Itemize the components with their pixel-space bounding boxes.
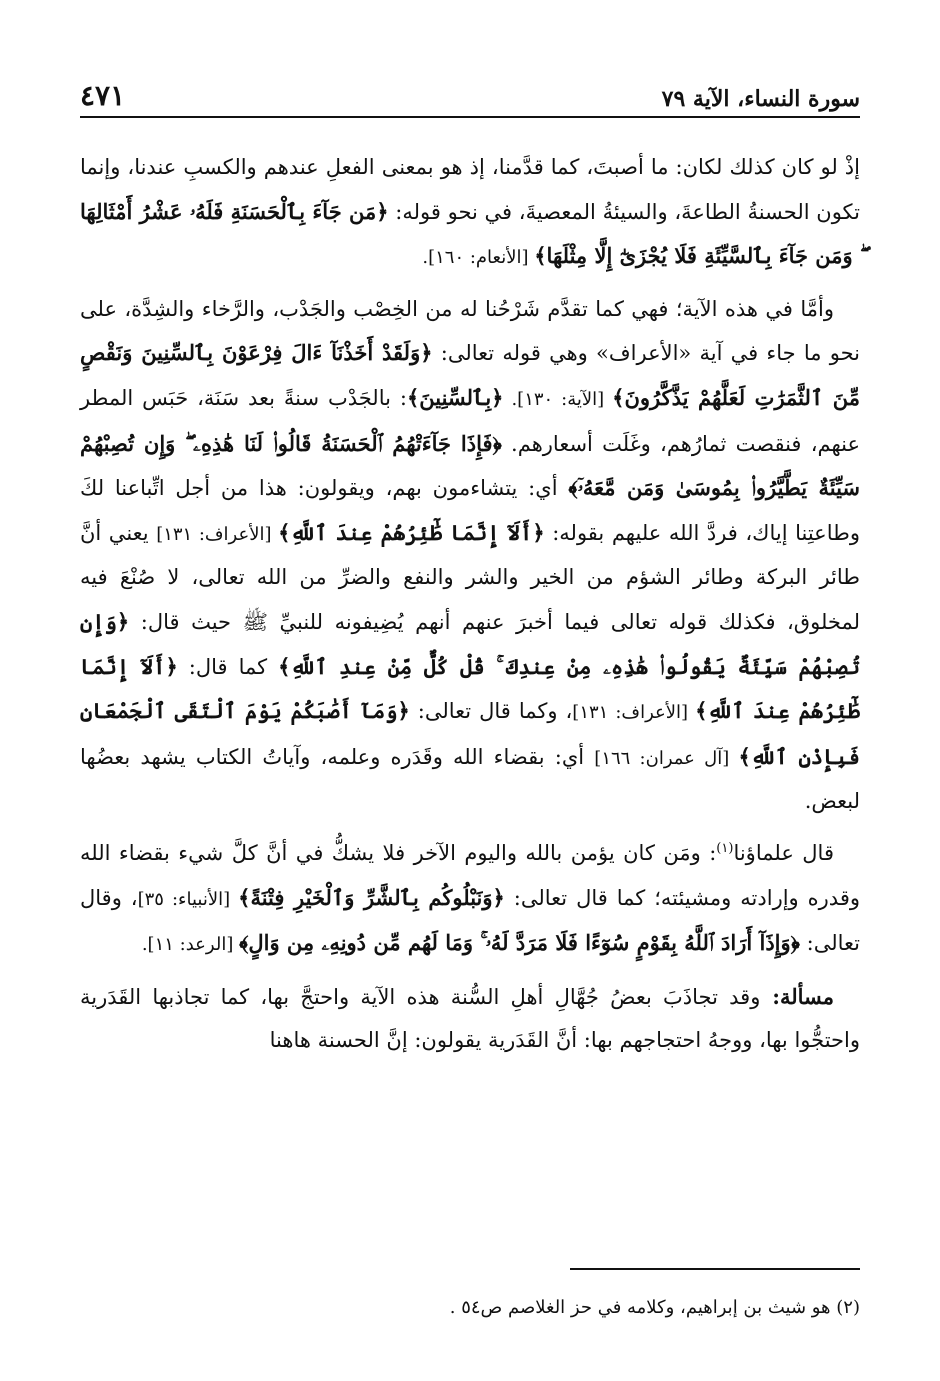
issue-term: مسألة: xyxy=(760,983,834,1009)
body-text: وقد تجاذَبَ بعضُ جُهَّالِ أهلِ السُّنة هذه الآية واحتجَّ بها، كما تجاذبها القَدَرية واحتجُّوا بها، ووجهُ احتجاجهم بها: أنَّ القَدَرية يقولون: إنَّ الحسنة هاهنا xyxy=(80,984,860,1053)
quran-verse: ﴿فَإِذَا جَآءَتْهُمُ ٱلْحَسَنَةُ قَالُوا۟ لَنَا هَٰذِهِۦ ۖ وَإِن تُصِبْهُمْ سَيِّئَةٌ يَطَّيَّرُوا۟ بِمُوسَىٰ وَمَن مَّعَهُۥٓ﴾ xyxy=(80,430,861,501)
footnote-rule xyxy=(570,1268,860,1270)
quran-verse: ﴿بِٱلسِّنِينَ﴾ xyxy=(406,384,504,410)
quran-verse: ﴿مَن جَآءَ بِٱلْحَسَنَةِ فَلَهُۥ عَشْرُ أَمْثَالِهَا ۖ وَمَن جَآءَ بِٱلسَّيِّئَةِ فَلَا يُجْزَىٰٓ إِلَّا مِثْلَهَا﴾ xyxy=(80,198,860,269)
body-text: أي: يتشاءمون بهم، ويقولون: هذا من أجل اتِّباعنا لكَ وطاعتِنا إياك، فردَّ الله عليهم بقوله: xyxy=(80,476,860,545)
page-number: ٤٧١ xyxy=(80,79,126,112)
running-head: سورة النساء، الآية ٧٩ xyxy=(661,86,860,112)
page-body xyxy=(80,146,860,1071)
footnote: (٢) هو شيث بن إبراهيم، وكلامه في حز الغلاصم ص٥٤ . xyxy=(449,1297,860,1318)
body-text: أي: بقضاء الله وقَدَره وعلمه، وآياتُ الكتاب يشهد بعضُها لبعض. xyxy=(80,744,860,814)
quran-verse: ﴿وَإِن تُصِبْهُمْ سَيِّئَةٌ يَقُولُوا۟ هَٰذِهِۦ مِنْ عِندِكَ ۚ قُلْ كُلٌّ مِّنْ عِندِ ٱللَّهِ﴾ xyxy=(80,608,860,679)
verse-reference: [الأنبياء: ٣٥] xyxy=(137,888,239,910)
verse-reference: [آل عمران: ١٦٦] xyxy=(594,747,739,769)
quran-verse: ﴿أَلَآ إِنَّمَا طَٰٓئِرُهُمْ عِندَ ٱللَّهِ﴾ xyxy=(80,653,860,724)
body-text: وأمَّا في هذه الآية؛ فهي كما تقدَّم شَرْحُنا له من الخِصْب والجَدْب، والرَّخاء والشِدَّة، على نحو ما جاء في آية «الأعراف» وهي قوله تعالى: xyxy=(80,296,860,366)
body-text: كما قال: xyxy=(177,654,279,679)
body-text: قال علماؤنا xyxy=(733,840,834,865)
body-text: إذْ لو كان كذلك لكان: ما أصبتَ، كما قدَّمنا، إذ هو بمعنى الفعلِ عندهم والكسبِ عندنا، وإنما تكون الحسنةُ الطاعةَ، والسيئةُ المعصيةَ، في نحو قوله: xyxy=(80,155,860,224)
body-text: ، وكما قال تعالى: xyxy=(409,699,573,724)
page-header xyxy=(80,72,860,112)
quran-verse: ﴿أَلَآ إِنَّمَا طَٰٓئِرُهُمْ عِندَ ٱللَّهِ﴾ xyxy=(278,519,545,545)
verse-reference: [الآية: ١٣٠]. xyxy=(503,388,613,410)
verse-reference: [الأعراف: ١٣١] xyxy=(572,702,696,724)
quran-verse: ﴿وَمَآ أَصَٰبَكُمْ يَوْمَ ٱلْتَقَى ٱلْجَمْعَانِ فَبِإِذْنِ ٱللَّهِ﴾ xyxy=(80,698,860,769)
quran-verse: ﴿وَلَقَدْ أَخَذْنَآ ءَالَ فِرْعَوْنَ بِٱلسِّنِينَ وَنَقْصٍ مِّنَ ٱلثَّمَرَٰتِ لَعَلَّهُمْ يَذَّكَّرُونَ﴾ xyxy=(80,340,860,410)
body-text: ، وقال تعالى: xyxy=(80,885,860,956)
paragraph xyxy=(80,832,860,967)
paragraph xyxy=(80,975,860,1063)
quran-verse: ﴿وَنَبْلُوكُم بِٱلشَّرِّ وَٱلْخَيْرِ فِتْنَةً﴾ xyxy=(238,884,505,910)
body-text: : بالجَدْب سنةً بعد سَنَة، حَبَس المطر عنهم، فنقصت ثمارُهم، وغَلَت أسعارهم. xyxy=(80,385,860,456)
verse-reference: [الرعد: ١١]. xyxy=(141,934,240,956)
paragraph xyxy=(80,146,860,280)
verse-reference: [الأعراف: ١٣١] xyxy=(156,523,279,545)
verse-reference: [الأنعام: ١٦٠]. xyxy=(422,247,535,269)
body-text: : ومَن كان يؤمن بالله واليوم الآخر فلا يشكُّ في أنَّ كلَّ شيء بقضاء الله وقدره وإرادته ومشيئته؛ كما قال تعالى: xyxy=(80,840,860,910)
paragraph xyxy=(80,288,860,824)
body-text: يعني أنَّ طائر البركة وطائر الشؤم من الخير والشر والنفع والضرِّ من الله تعالى، لا صُنْعَ فيه لمخلوق، فكذلك قوله تعالى فيما أخبرَ عنهم أنهم يُضِيفونه للنبيِّ ﷺ حيث قال: xyxy=(80,520,860,634)
header-rule xyxy=(80,116,860,118)
quran-verse: ﴿وَإِذَآ أَرَادَ ٱللَّهُ بِقَوْمٍ سُوٓءًا فَلَا مَرَدَّ لَهُۥ ۚ وَمَا لَهُم مِّن دُونِهِۦ مِن وَالٍ﴾ xyxy=(239,930,800,956)
footnote-marker: (١) xyxy=(716,840,734,856)
